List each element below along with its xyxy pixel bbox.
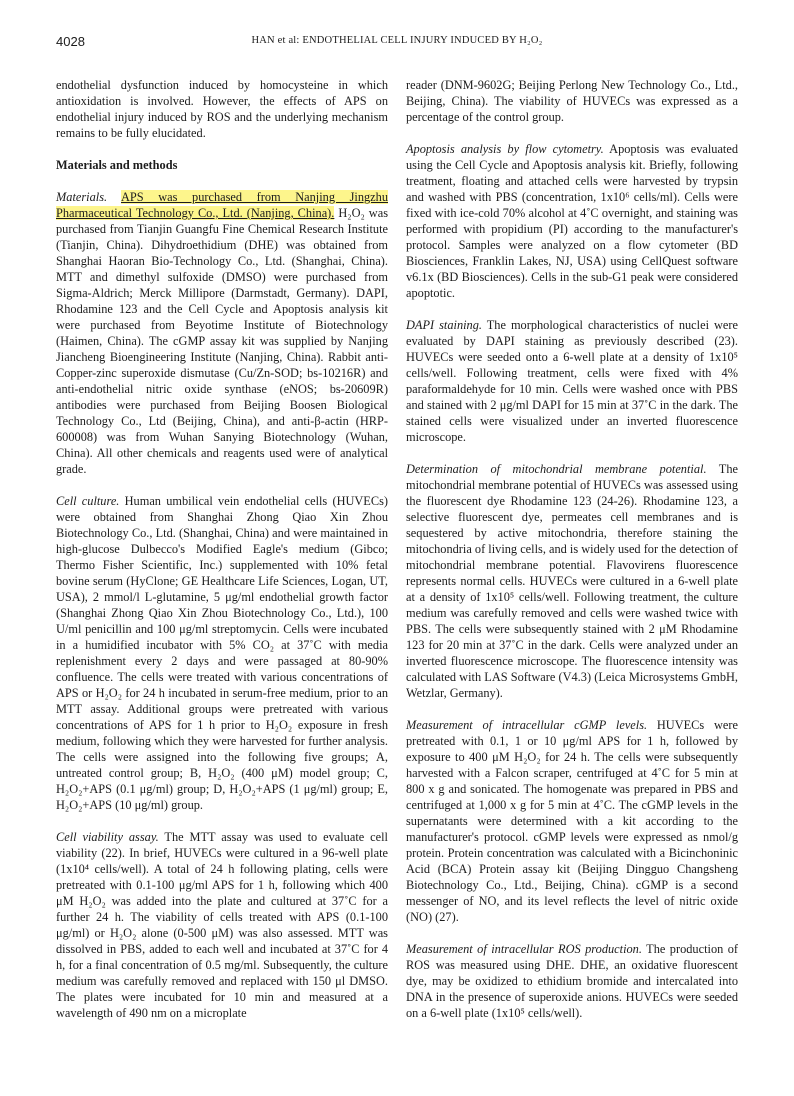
mito-paragraph — [406, 461, 738, 701]
cell-viability-paragraph — [56, 829, 388, 1021]
left-column — [56, 77, 388, 1037]
cell-culture-body: Human umbilical vein endothelial cells (HUVECs) were obtained from Shanghai Zhong Qiao Xin Zhou Biotechnology Co., Ltd. (Shanghai, China) and were maintained in high-glucose Dulbecco's Modified Eagle's medium (Gibco; Thermo Fisher Scientific, Inc.) supplemented with 10% fetal bovine serum (HyClone; GE Healthcare Life Sciences, Logan, UT, USA), 2 mmol/l L-glutamine, 5 μg/ml endothelial growth factor (Shanghai Zhong Qiao Xin Zhou Biotechnology Co., Ltd.), 100 U/ml penicillin and 100 μg/ml streptomycin. Cells were incubated in a humidified incubator with 5% CO₂ at 37˚C with media replenishment every 2 days and were passaged at 80-90% confluence. The cells were treated with various concentrations of APS or H₂O₂ for 24 h incubated in serum-free medium, prior to an MTT assay. Additional groups were pretreated with various concentrations of APS for 1 h prior to H₂O₂ exposure in fresh medium, following which they were harvested for further analysis. The cells were assigned into the following five groups; A, untreated control group; B, H₂O₂ (400 μM) model group; C, H₂O₂+APS (0.1 μg/ml) group; D, H₂O₂+APS (1 μg/ml) group; E, H₂O₂+APS (10 μg/ml) group. — [56, 494, 388, 812]
intro-continuation: endothelial dysfunction induced by homocysteine in which antioxidation is involved. However, the effects of APS on endothelial injury induced by ROS and the underlying mechanism remains to be fully elucidated. — [56, 78, 388, 140]
page-header — [56, 34, 738, 50]
ros-body: The production of ROS was measured using DHE. DHE, an oxidative fluorescent dye, may be oxidized to ethidium bromide and intercalated into DNA in the presence of superoxide anions. HUVECs were seeded on a 6-well plate (1x10⁵ cells/well). — [406, 942, 739, 1020]
cell-culture-paragraph — [56, 493, 388, 813]
cgmp-title: Measurement of intracellular cGMP levels. — [406, 718, 648, 732]
mito-body: The mitochondrial membrane potential of HUVECs was assessed using the fluorescent dye Rhodamine 123 (24-26). Rhodamine 123, a selective fluorescent dye, permeates cell membranes and is sequestered by active mitochondria, therefore staining the mitochondria of living cells, and is widely used for the detection of mitochondrial membrane potential. Flavovirens fluorescence represents normal cells. HUVECs were cultured in a 6-well plate at a density of 1x10⁵ cells/well. Following treatment, the culture medium was carefully removed and cells were washed twice with PBS. The cells were subsequently stained with 2 μM Rhodamine 123 for 20 min at 37˚C in the dark. Cells were analyzed under an inverted fluorescence microscope. The fluorescence intensity was calculated with LAS Software (V4.3) (Leica Microsystems GmbH, Wetzlar, Germany). — [406, 462, 738, 700]
highlighted-text[interactable]: APS was purchased from Nanjing Jingzhu Pharmaceutical Technology Co., Ltd. (Nanjing, China). — [56, 190, 388, 220]
viability-continuation: reader (DNM-9602G; Beijing Perlong New Technology Co., Ltd., Beijing, China). The viability of HUVECs was expressed as a percentage of the control group. — [406, 78, 738, 124]
dapi-title: DAPI staining. — [406, 318, 482, 332]
cell-viability-title: Cell viability assay. — [56, 830, 159, 844]
dapi-body: The morphological characteristics of nuclei were evaluated by DAPI staining as previously described (23). HUVECs were seeded onto a 6-well plate at a density of 1x10⁵ cells/well. Following treatment, cells were fixed with 4% paraformaldehyde for 10 min. Cells were washed once with PBS and stained with 2 μg/ml DAPI for 15 min at 37˚C in the dark. The stained cells were visualized under an inverted fluorescence microscope. — [406, 318, 738, 444]
materials-paragraph — [56, 189, 388, 477]
right-column — [406, 77, 738, 1037]
apoptosis-body: Apoptosis was evaluated using the Cell Cycle and Apoptosis analysis kit. Briefly, following treatment, floating and attached cells were harvested by trypsin and washed with PBS (concentration, 1x10⁶ cells/ml). Cells were fixed with ice-cold 70% alcohol at 4˚C overnight, and staining was performed with propidium (PI) according to the manufacturer's protocol. Samples were analyzed on a flow cytometer (BD Biosciences, Franklin Lakes, NJ, USA) using CellQuest software v6.1x (BD Biosciences). Cells in the sub-G1 peak were considered apoptotic. — [406, 142, 739, 300]
materials-title: Materials. — [56, 190, 108, 204]
ros-title: Measurement of intracellular ROS production. — [406, 942, 642, 956]
materials-body: H₂O₂ was purchased from Tianjin Guangfu Fine Chemical Research Institute (Tianjin, China). Dihydroethidium (DHE) was obtained from Shanghai Haoran Bio-Technology Co., Ltd. (Shanghai, China). MTT and dimethyl sulfoxide (DMSO) were purchased from Sigma-Aldrich; Merck Millipore (Darmstadt, Germany). DAPI, Rhodamine 123 and the Cell Cycle and Apoptosis analysis kit were purchased from Beyotime Institute of Biotechnology (Haimen, China). The cGMP assay kit was supplied by Nanjing Jiancheng Bioengineering Institute (Nanjing, China). Rabbit anti-Copper-zinc superoxide dismutase (Cu/Zn-SOD; bs-10216R) and anti-endothelial nitric oxide synthase (eNOS; bs-20609R) antibodies were purchased from Beijing Boosen Biological Technology Co., Ltd (Beijing, China), and anti-β-actin (HRP-600008) was from Wuhan Sanying Biotechnology (Wuhan, China). All other chemicals and reagents used were of analytical grade. — [56, 206, 388, 476]
cell-culture-title: Cell culture. — [56, 494, 120, 508]
cgmp-body: HUVECs were pretreated with 0.1, 1 or 10 μg/ml APS for 1 h, followed by exposure to 400 μM H₂O₂ for 24 h. The cells were subsequently harvested with a Falcon scraper, centrifuged at 4˚C for 5 min at 800 x g and sonicated. The homogenate was prepared in PBS and centrifuged at 1,000 x g for 5 min at 4˚C. The cGMP levels in the supernatants were determined with a kit according to the manufacturer's protocol. cGMP levels were expressed as nmol/g protein. Protein concentration was calculated with a Bicinchoninic Acid (BCA) Protein assay kit (Beijing Dingguo Changsheng Biotechnology Co., Ltd., Beijing, China). cGMP is a second messenger of NO, and its level reflects the level of nitric oxide (NO) (27). — [406, 718, 738, 924]
running-head: HAN et al: ENDOTHELIAL CELL INJURY INDUCED BY H₂O₂ — [251, 35, 543, 46]
section-heading: Materials and methods — [56, 158, 178, 172]
page-number: 4028 — [56, 34, 85, 49]
mito-title: Determination of mitochondrial membrane potential. — [406, 462, 707, 476]
apoptosis-title: Apoptosis analysis by flow cytometry. — [406, 142, 604, 156]
cell-viability-body: The MTT assay was used to evaluate cell viability (22). In brief, HUVECs were cultured in a 96-well plate (1x10⁴ cells/well). A total of 24 h following plating, cells were pretreated with 0.1-100 μg/ml APS for 1 h, following which 400 μM H₂O₂ was added into the plate and cultured at 37˚C for a further 24 h. The viability of cells treated with APS (0.1-100 μg/ml) or H₂O₂ alone (0-500 μM) was also assessed. MTT was dissolved in PBS, added to each well and incubated at 37˚C for 4 h, for a final concentration of 0.5 mg/ml. Subsequently, the culture medium was carefully removed and replaced with 150 μl DMSO. The plates were incubated for 10 min and measured at a wavelength of 490 nm on a microplate — [56, 830, 388, 1020]
cgmp-paragraph — [406, 717, 738, 925]
ros-paragraph — [406, 941, 738, 1021]
dapi-paragraph — [406, 317, 738, 445]
apoptosis-paragraph — [406, 141, 738, 301]
